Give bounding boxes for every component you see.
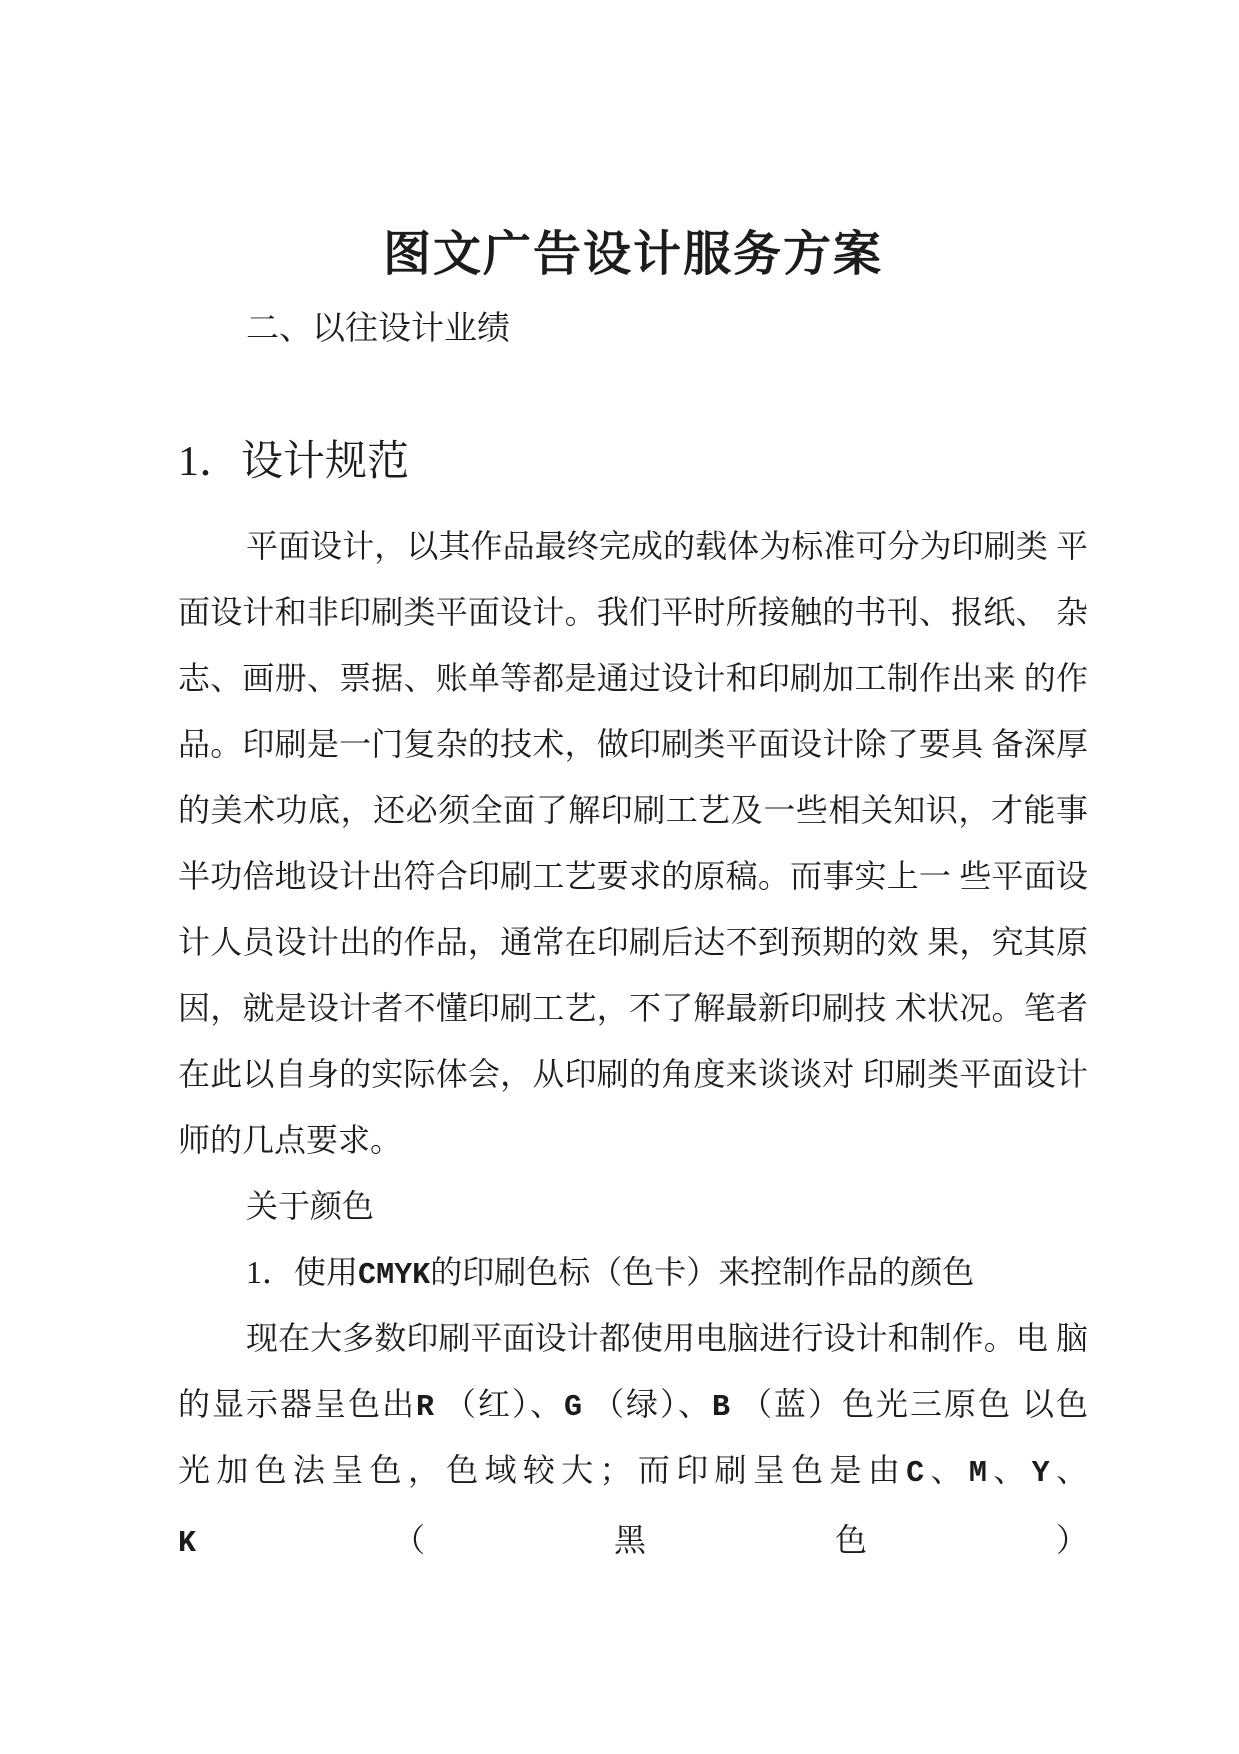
subtitle-heading: 二、以往设计业绩 — [246, 311, 510, 347]
paragraph-line: 的美术功底，还必须全面了解印刷工艺及一些相关知识，才能事 — [178, 792, 1088, 828]
paragraph-line: 半功倍地设计出符合印刷工艺要求的原稿。而事实上一 些平面设 — [178, 858, 1088, 894]
latin-color-code: CMYK — [358, 1259, 431, 1293]
latin-color-code: Y — [1031, 1457, 1050, 1491]
paragraph-line: 品。印刷是一门复杂的技术，做印刷类平面设计除了要具 备深厚 — [178, 726, 1088, 762]
paragraph-line: 现在大多数印刷平面设计都使用电脑进行设计和制作。电 脑 — [246, 1320, 1088, 1356]
paragraph-line: 的显示器呈色出R （红）、G （绿）、B （蓝）色光三原色 以色 — [178, 1386, 1088, 1425]
latin-color-code: K — [178, 1527, 197, 1561]
document-title: 图文广告设计服务方案 — [382, 228, 883, 281]
section-heading-1: 1．设计规范 — [178, 439, 410, 485]
paragraph-line: 师的几点要求。 — [178, 1122, 403, 1158]
paragraph-line: 因，就是设计者不懂印刷工艺，不了解最新印刷技 术状况。笔者 — [178, 990, 1088, 1026]
latin-color-code: R — [415, 1391, 435, 1425]
latin-color-code: C — [906, 1457, 925, 1491]
paragraph-line: 志、画册、票据、账单等都是通过设计和印刷加工制作出来 的作 — [178, 660, 1088, 696]
paragraph-1 — [178, 513, 1096, 1561]
cmyk-point-heading: 1．使用CMYK的印刷色标（色卡）来控制作品的颜色 — [246, 1254, 975, 1293]
latin-color-code: B — [712, 1391, 731, 1425]
paragraph-line: 光加色法呈色，色域较大；而印刷呈色是由C、M、Y、 K （黑色） — [178, 1452, 1096, 1561]
paragraph-line: 计人员设计出的作品，通常在印刷后达不到预期的效 果，究其原 — [178, 924, 1088, 960]
paragraph-line: 在此以自身的实际体会，从印刷的角度来谈谈对 印刷类平面设计 — [178, 1056, 1088, 1092]
color-topic-label: 关于颜色 — [246, 1188, 375, 1224]
document-content — [178, 0, 1096, 1561]
latin-color-code: M — [968, 1457, 987, 1491]
latin-color-code: G — [563, 1391, 583, 1425]
paragraph-line: 平面设计，以其作品最终完成的载体为标准可分为印刷类 平 — [246, 528, 1088, 564]
paragraph-line: 面设计和非印刷类平面设计。我们平时所接触的书刊、报纸、 杂 — [178, 594, 1088, 630]
